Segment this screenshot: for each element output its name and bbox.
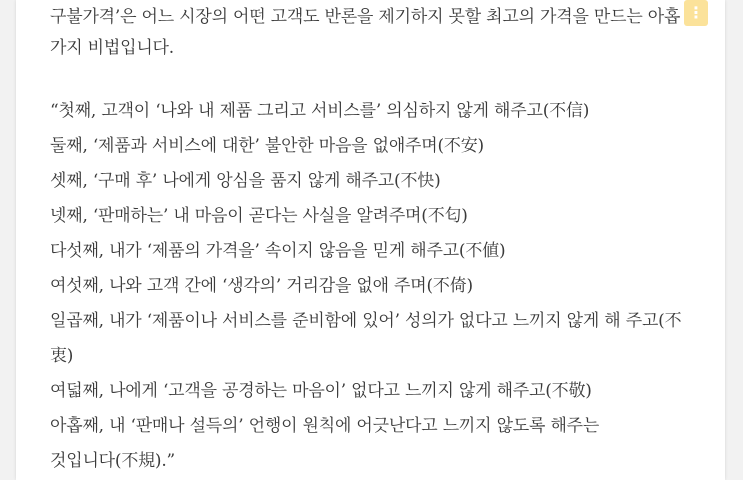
quote-line-6: 여섯째, 나와 고객 간에 ‘생각의’ 거리감을 없애 주며(不倚) <box>50 276 473 296</box>
intro-line-1: 구불가격’은 어느 시장의 어떤 고객도 반론을 제기하지 못할 최고의 가격을 만드는 아홉 <box>50 7 681 27</box>
quote-line-11: 것입니다(不規).” <box>50 451 176 471</box>
more-vertical-icon: ⋮ <box>688 3 704 22</box>
quote-line-2: 둘째, ‘제품과 서비스에 대한’ 불안한 마음을 없애주며(不安) <box>50 136 484 156</box>
quote-line-1: “첫째, 고객이 ‘나와 내 제품 그리고 서비스를’ 의심하지 않게 해주고(不信) <box>50 101 590 121</box>
quote-block <box>50 94 681 479</box>
intro-line-2: 가지 비법입니다. <box>50 38 174 58</box>
content-card <box>16 0 725 480</box>
quote-line-8: 衷) <box>50 346 74 366</box>
quote-line-5: 다섯째, 내가 ‘제품의 가격을’ 속이지 않음을 믿게 해주고(不値) <box>50 241 506 261</box>
quote-line-3: 셋째, ‘구매 후’ 나에게 앙심을 품지 않게 해주고(不快) <box>50 171 441 191</box>
quote-line-10: 아홉째, 내 ‘판매나 설득의’ 언행이 원칙에 어긋난다고 느끼지 않도록 해주는 <box>50 416 600 436</box>
quote-line-9: 여덟째, 나에게 ‘고객을 공경하는 마음이’ 없다고 느끼지 않게 해주고(不敬) <box>50 381 592 401</box>
quote-line-4: 넷째, ‘판매하는’ 내 마음이 곧다는 사실을 알려주며(不匂) <box>50 206 468 226</box>
quote-line-7: 일곱째, 내가 ‘제품이나 서비스를 준비함에 있어’ 성의가 없다고 느끼지 않게 해 주고(不 <box>50 311 682 331</box>
more-options-button[interactable] <box>684 0 708 26</box>
